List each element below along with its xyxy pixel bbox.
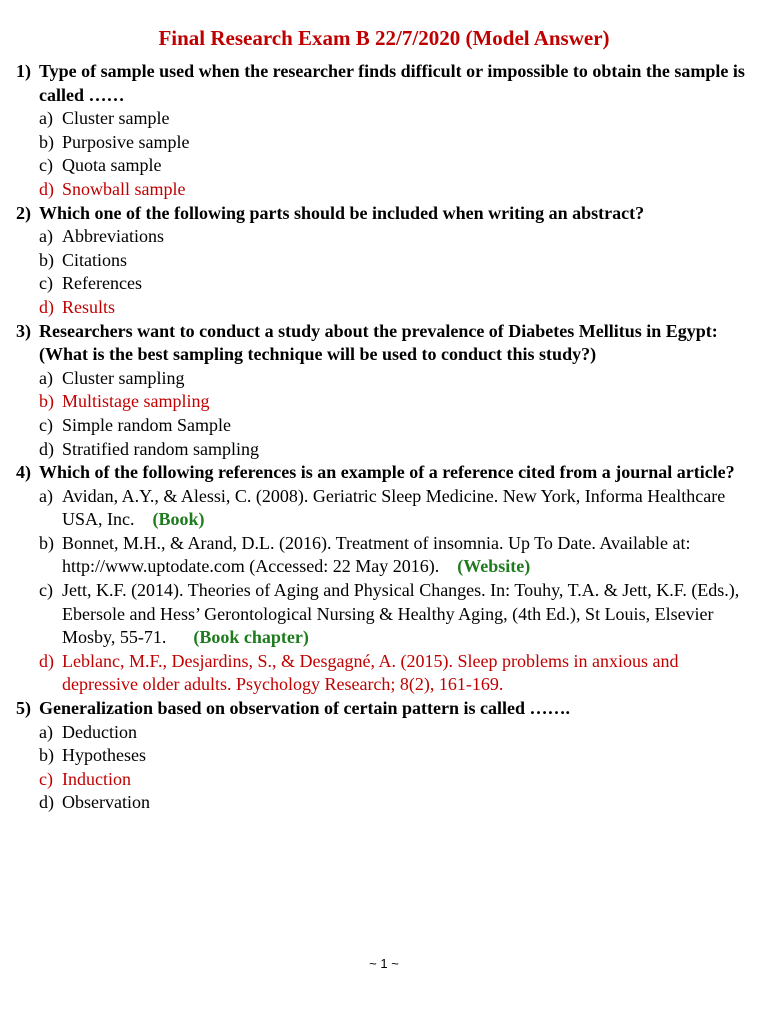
option-4b (16, 532, 756, 579)
option-letter: d) (39, 438, 54, 459)
option-3b-correct-answer (16, 390, 756, 414)
question-list (16, 60, 756, 815)
option-1b (16, 131, 756, 155)
option-letter: b) (39, 391, 54, 412)
page-number: ~ 1 ~ (369, 956, 399, 971)
question-4 (16, 461, 756, 485)
option-1a (16, 107, 756, 131)
option-text: Hypotheses (62, 745, 146, 766)
option-letter: a) (39, 485, 53, 506)
option-4a (16, 485, 756, 532)
option-text: Observation (62, 792, 150, 813)
option-5b (16, 744, 756, 768)
option-text: Quota sample (62, 155, 162, 176)
option-text: Cluster sample (62, 108, 170, 129)
option-text: Simple random Sample (62, 414, 231, 435)
question-text: Which of the following references is an example of a reference cited from a journal article? (39, 462, 735, 483)
option-letter: c) (39, 580, 53, 601)
option-letter: d) (39, 296, 54, 317)
option-letter: c) (39, 414, 53, 435)
question-text: Which one of the following parts should be included when writing an abstract? (39, 202, 645, 223)
option-text: Results (62, 296, 116, 317)
option-text: Snowball sample (62, 178, 186, 199)
question-number: 5) (16, 698, 31, 719)
option-2c (16, 272, 756, 296)
reference-text: Jett, K.F. (2014). Theories of Aging and Physical Changes. In: Touhy, T.A. & Jett, K.F. (Eds.), Ebersole and Hess’ Gerontological Nursing & Healthy Aging, (4th Ed.), St Louis, Elsevier Mosby, 55-71. (62, 580, 740, 648)
option-4d-correct-answer (16, 650, 756, 697)
option-2d-correct-answer (16, 296, 756, 320)
option-text: References (62, 273, 142, 294)
option-text: Cluster sampling (62, 367, 185, 388)
option-text (62, 579, 756, 650)
question-number: 1) (16, 61, 31, 81)
option-letter: b) (39, 745, 54, 766)
reference-text: Bonnet, M.H., & Arand, D.L. (2016). Treatment of insomnia. Up To Date. Available at: http://www.uptodate.com (Accessed: 22 May 2016). (62, 532, 691, 577)
option-text: Abbreviations (62, 226, 164, 247)
option-letter: a) (39, 108, 53, 129)
option-5d (16, 791, 756, 815)
question-1 (16, 60, 756, 107)
option-text: Induction (62, 768, 131, 789)
question-text: Type of sample used when the researcher finds difficult or impossible to obtain the sample is called …… (39, 61, 745, 105)
option-text: Leblanc, M.F., Desjardins, S., & Desgagné, A. (2015). Sleep problems in anxious and depressive older adults. Psychology Research; 8(2), 161-169. (62, 650, 679, 695)
option-2b (16, 249, 756, 273)
reference-text: Avidan, A.Y., & Alessi, C. (2008). Geriatric Sleep Medicine. New York, Informa Healthcare USA, Inc. (62, 485, 726, 530)
option-letter: d) (39, 178, 54, 199)
question-2 (16, 202, 756, 226)
option-letter: a) (39, 226, 53, 247)
option-text (62, 485, 756, 532)
option-letter: a) (39, 721, 53, 742)
question-text: Generalization based on observation of certain pattern is called ……. (39, 698, 570, 719)
reference-type-tag: (Book) (152, 509, 205, 530)
option-3a (16, 367, 756, 391)
question-number: 3) (16, 320, 31, 341)
option-text: Purposive sample (62, 131, 190, 152)
option-letter: b) (39, 249, 54, 270)
option-text: Citations (62, 249, 128, 270)
option-letter: d) (39, 792, 54, 813)
option-1c (16, 154, 756, 178)
reference-type-tag: (Website) (457, 556, 531, 577)
question-number: 4) (16, 462, 31, 483)
question-5 (16, 697, 756, 721)
option-3d (16, 438, 756, 462)
option-2a (16, 225, 756, 249)
option-5a (16, 721, 756, 745)
question-text: Researchers want to conduct a study about the prevalence of Diabetes Mellitus in Egypt: (What is the best sampling technique will be used to conduct this study?) (39, 320, 718, 365)
question-number: 2) (16, 202, 31, 223)
option-4c (16, 579, 756, 650)
option-text (62, 532, 756, 579)
option-letter: d) (39, 650, 54, 671)
page-title: Final Research Exam B 22/7/2020 (Model Answer) (158, 26, 610, 50)
option-1d-correct-answer (16, 178, 756, 202)
option-letter: c) (39, 155, 53, 176)
option-text: Multistage sampling (62, 391, 210, 412)
option-letter: c) (39, 768, 53, 789)
question-3 (16, 320, 756, 367)
option-letter: c) (39, 273, 53, 294)
reference-type-tag: (Book chapter) (193, 627, 309, 648)
option-letter: b) (39, 131, 54, 152)
option-text: Stratified random sampling (62, 438, 259, 459)
option-text: Deduction (62, 721, 137, 742)
option-letter: b) (39, 532, 54, 553)
option-3c (16, 414, 756, 438)
option-5c-correct-answer (16, 768, 756, 792)
option-letter: a) (39, 367, 53, 388)
